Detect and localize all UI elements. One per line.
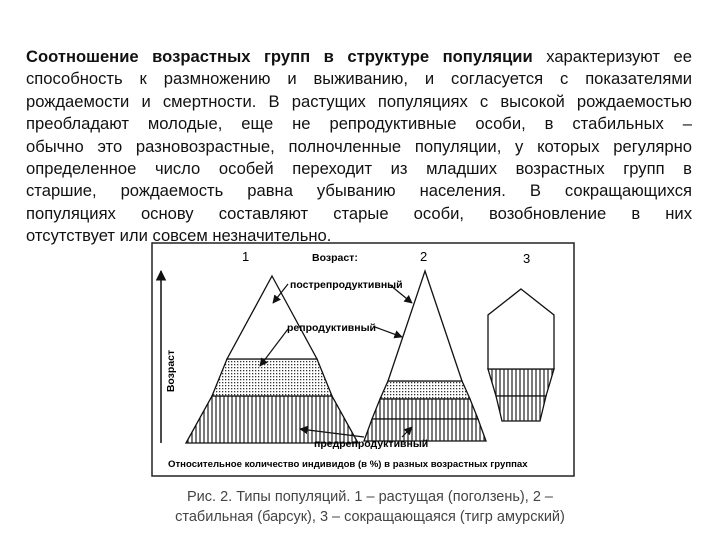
paragraph-line: старшие, рождаемость равна убыванию населения. В сокращающихся: [26, 181, 692, 201]
caption-line-1: Рис. 2. Типы популяций. 1 – растущая (поголзень), 2 –: [187, 489, 553, 505]
age-pyramids-diagram: [150, 241, 580, 481]
paragraph-line: определенное число особей переходит из младших возрастных групп в: [26, 159, 692, 179]
age-pyramids-figure: [150, 241, 580, 481]
pyramid-3-reproductive: [488, 369, 554, 396]
paragraph-bold-lead: Соотношение возрастных групп в структуре популяции: [26, 47, 533, 66]
paragraph-lead-rest: характеризуют ее: [532, 47, 692, 66]
paragraph-line: преобладают молодые, еще не репродуктивные особи, в стабильных –: [26, 114, 692, 134]
paragraph-line: рождаемости и смертности. В растущих популяциях с высокой рождаемостью: [26, 91, 692, 111]
pyramid-number-3: 3: [523, 251, 531, 266]
pyramid-growing: [186, 276, 358, 443]
paragraph-line: способность к размножению и выживанию, и согласуется с показателями: [26, 69, 692, 89]
pyramid-2-reproductive-lower: [372, 399, 478, 419]
label-reproductive: репродуктивный: [287, 322, 376, 334]
pyramid-3-prereproductive: [496, 396, 546, 421]
pyramid-number-1: 1: [242, 249, 250, 264]
pyramid-1-prereproductive: [186, 396, 358, 443]
y-axis-label: Возраст: [165, 349, 177, 393]
paragraph-line: обычно это разновозрастные, полночленные популяции, у которых регулярно: [26, 136, 692, 156]
pyramid-number-2: 2: [420, 249, 428, 264]
pyramid-1-reproductive: [212, 359, 332, 396]
pyramid-2-reproductive-upper: [380, 381, 470, 399]
body-paragraph: [26, 46, 692, 248]
caption-line-2: стабильная (барсук), 3 – сокращающаяся (тигр амурский): [175, 509, 565, 525]
pyramid-3-postreproductive: [488, 289, 554, 369]
paragraph-line: популяциях основу составляют старые особи, возобновление в них: [26, 203, 692, 223]
legend-title: Возраст:: [312, 252, 358, 264]
pyramid-declining: [488, 289, 554, 421]
figure-caption: [100, 487, 640, 527]
paragraph-line: [26, 46, 692, 68]
paragraph-line: отсутствует или совсем незначительно.: [26, 226, 332, 246]
x-axis-label: Относительное количество индивидов (в %) в разных возрастных группах: [168, 459, 528, 470]
arrow-repro-to-2: [375, 327, 402, 337]
label-prereproductive: предрепродуктивный: [314, 438, 429, 450]
label-postreproductive: пострепродуктивный: [290, 279, 403, 291]
pyramid-stable: [364, 271, 486, 441]
